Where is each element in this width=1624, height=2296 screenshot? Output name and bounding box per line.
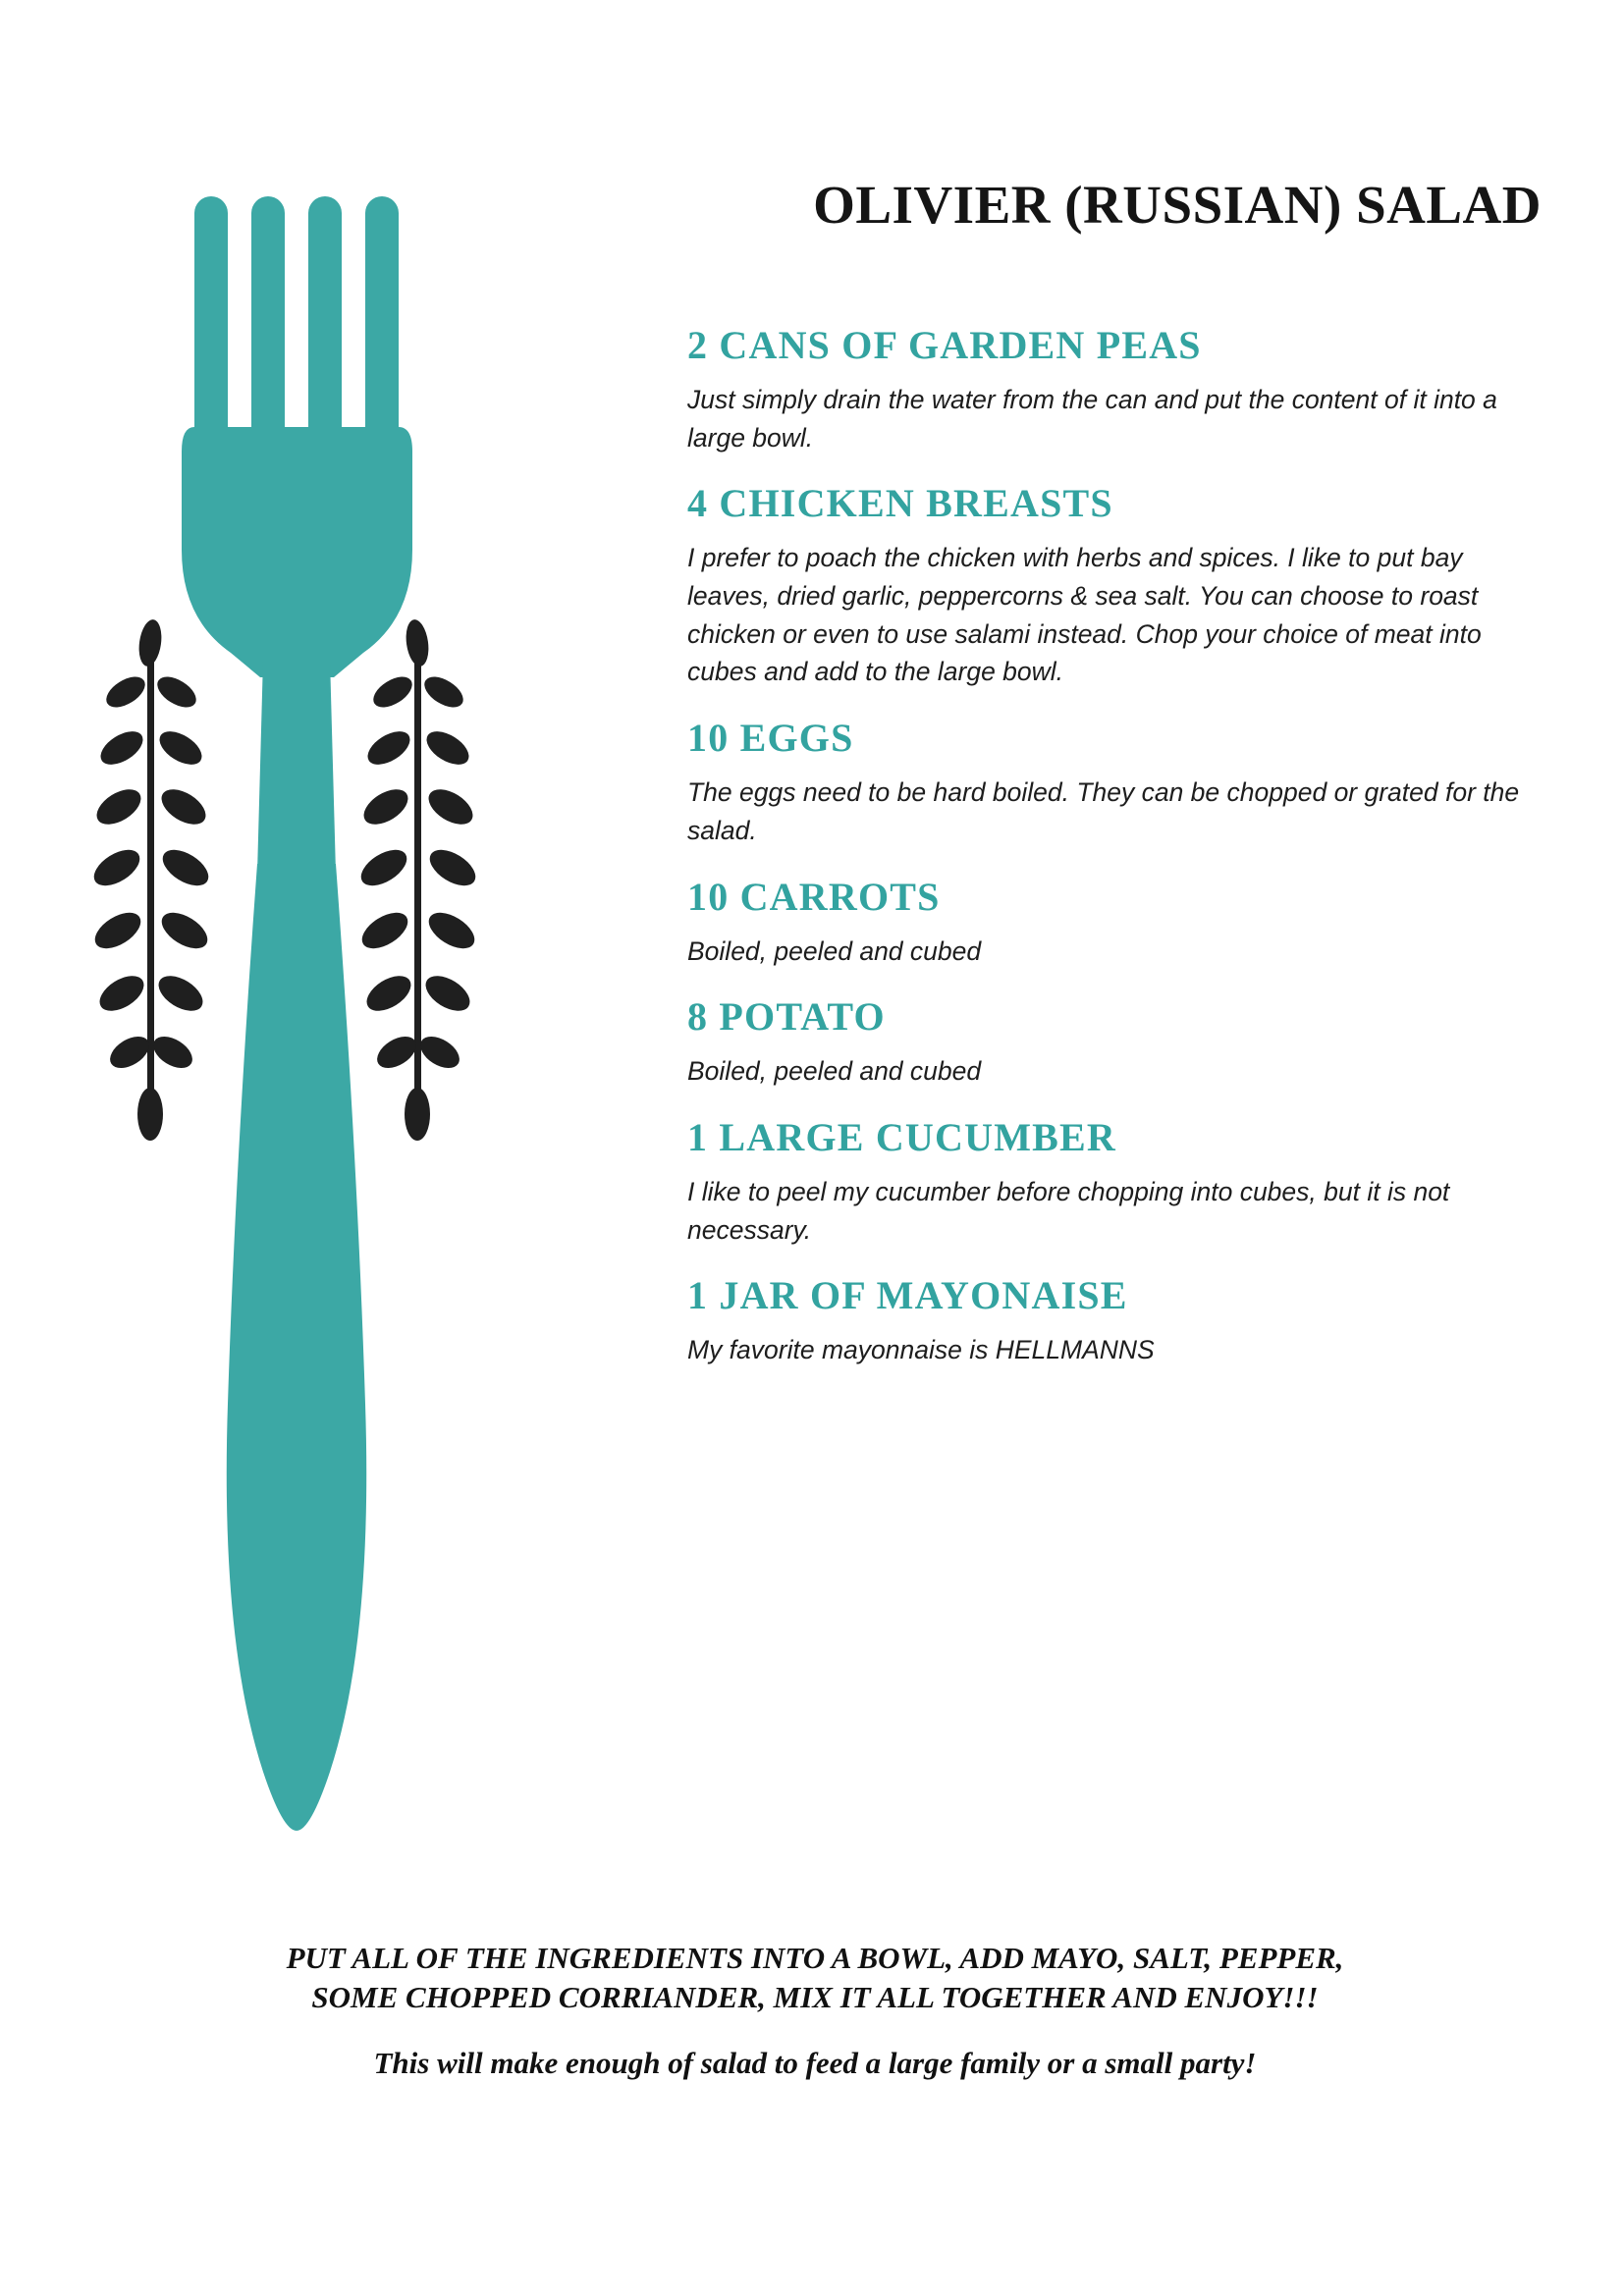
page-title: OLIVIER (RUSSIAN) SALAD [813, 174, 1542, 235]
ingredient-item [687, 1274, 1532, 1369]
ingredient-item [687, 717, 1532, 849]
ingredient-heading: 10 EGGS [687, 716, 854, 761]
footer [93, 1939, 1537, 2081]
fork-illustration [88, 196, 501, 1953]
ingredient-item [687, 876, 1532, 971]
ingredient-description: I prefer to poach the chicken with herbs and spices. I like to put bay leaves, dried garlic, peppercorns & sea salt. You can choose to roast chicken or even to use salami instead. Chop your choice of meat into cubes and add to the large bowl. [687, 543, 1482, 687]
ingredient-description: Boiled, peeled and cubed [687, 1056, 982, 1087]
ingredient-heading: 2 CANS OF GARDEN PEAS [687, 323, 1202, 367]
ingredient-description: The eggs need to be hard boiled. They can be chopped or grated for the salad. [687, 777, 1520, 845]
ingredients-list [687, 324, 1532, 1395]
ingredient-item [687, 324, 1532, 456]
laurel-sprig-left [88, 618, 214, 1141]
laurel-sprig-right [355, 618, 482, 1141]
ingredient-heading: 1 LARGE CUCUMBER [687, 1114, 1116, 1159]
ingredient-heading: 8 POTATO [687, 994, 886, 1040]
ingredient-description: Just simply drain the water from the can and put the content of it into a large bowl. [687, 385, 1497, 453]
ingredient-item [687, 1116, 1532, 1249]
ingredient-description: My favorite mayonnaise is HELLMANNS [687, 1335, 1155, 1365]
ingredient-heading: 1 JAR OF MAYONAISE [687, 1273, 1128, 1318]
ingredient-item [687, 482, 1532, 691]
ingredient-heading: 4 CHICKEN BREASTS [687, 481, 1113, 526]
fork-shape [182, 196, 412, 1831]
ingredient-description: I like to peel my cucumber before chopping into cubes, but it is not necessary. [687, 1176, 1450, 1245]
ingredient-heading: 10 CARROTS [687, 874, 941, 919]
footer-instruction-line-1: PUT ALL OF THE INGREDIENTS INTO A BOWL, ADD MAYO, SALT, PEPPER, [286, 1941, 1344, 1975]
ingredient-item [687, 995, 1532, 1091]
footer-instruction-line-2: SOME CHOPPED CORRIANDER, MIX IT ALL TOGETHER AND ENJOY!!! [311, 1979, 1319, 2014]
footer-note: This will make enough of salad to feed a large family or a small party! [373, 2046, 1257, 2081]
ingredient-description: Boiled, peeled and cubed [687, 935, 982, 966]
